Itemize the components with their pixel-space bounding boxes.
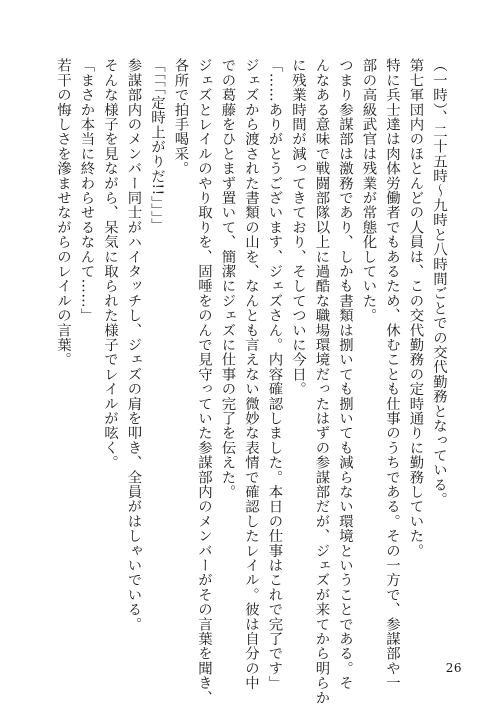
text-line: 「まさか本当に終わらせるなんて……」 [78,58,95,323]
text-line: 参謀部内のメンバー同士がハイタッチし、ジェズの肩を叩き、全員がはしゃいでいる。 [125,58,142,632]
text-line: 特に兵士達は肉体労働者でもあるため、休むことも仕事のうちである。その一方で、参謀部や一 [384,58,400,691]
text-line: 「「「「定時上がりだ!!」」」」 [149,58,165,233]
text-line: 「……ありがとうございます、ジェズさん。内容確認しました。本日の仕事はこれで完了です」 [266,58,283,691]
text-line: 各所で拍手喝采。 [172,58,189,176]
text-line: ジェズから渡された書類の山を、なんとも言えない微妙な表情で確認したレイル。彼は自分の中 [243,58,259,691]
text-line: 部の高級武官は残業が常態化していた。 [360,58,377,323]
page-number: 26 [445,661,462,675]
text-line: での葛藤をひとまず置いて、簡潔にジェズに仕事の完了を伝えた。 [219,58,236,499]
text-line: 第七軍団内のほとんどの人員は、この交代勤務の定時通りに勤務していた。 [407,58,424,558]
text-line: ジェズとレイルのやり取りを、固唾をのんで見守っていた参謀部内のメンバーがその言葉を聞き、 [196,58,212,705]
text-line: そんな様子を見ながら、呆気に取られた様子でレイルが呟く。 [102,58,118,470]
text-line: （一時）、二十五時～九時と八時間ごとでの交代勤務となっている。 [431,58,447,507]
text-line: つまり参謀部は激務であり、しかも書類は捌いても捌いても減らない環境ということである。そ [337,58,353,691]
text-line: 若干の悔しさを滲ませながらのレイルの言葉。 [55,58,71,367]
text-line: んなある意味で戦闘部隊以上に過酷な職場環境だったはずの参謀部だが、ジェズが来てから明らか [313,58,330,705]
text-line: に残業時間が減ってきており、そしてついに今日。 [290,58,306,397]
body-text [51,58,451,705]
